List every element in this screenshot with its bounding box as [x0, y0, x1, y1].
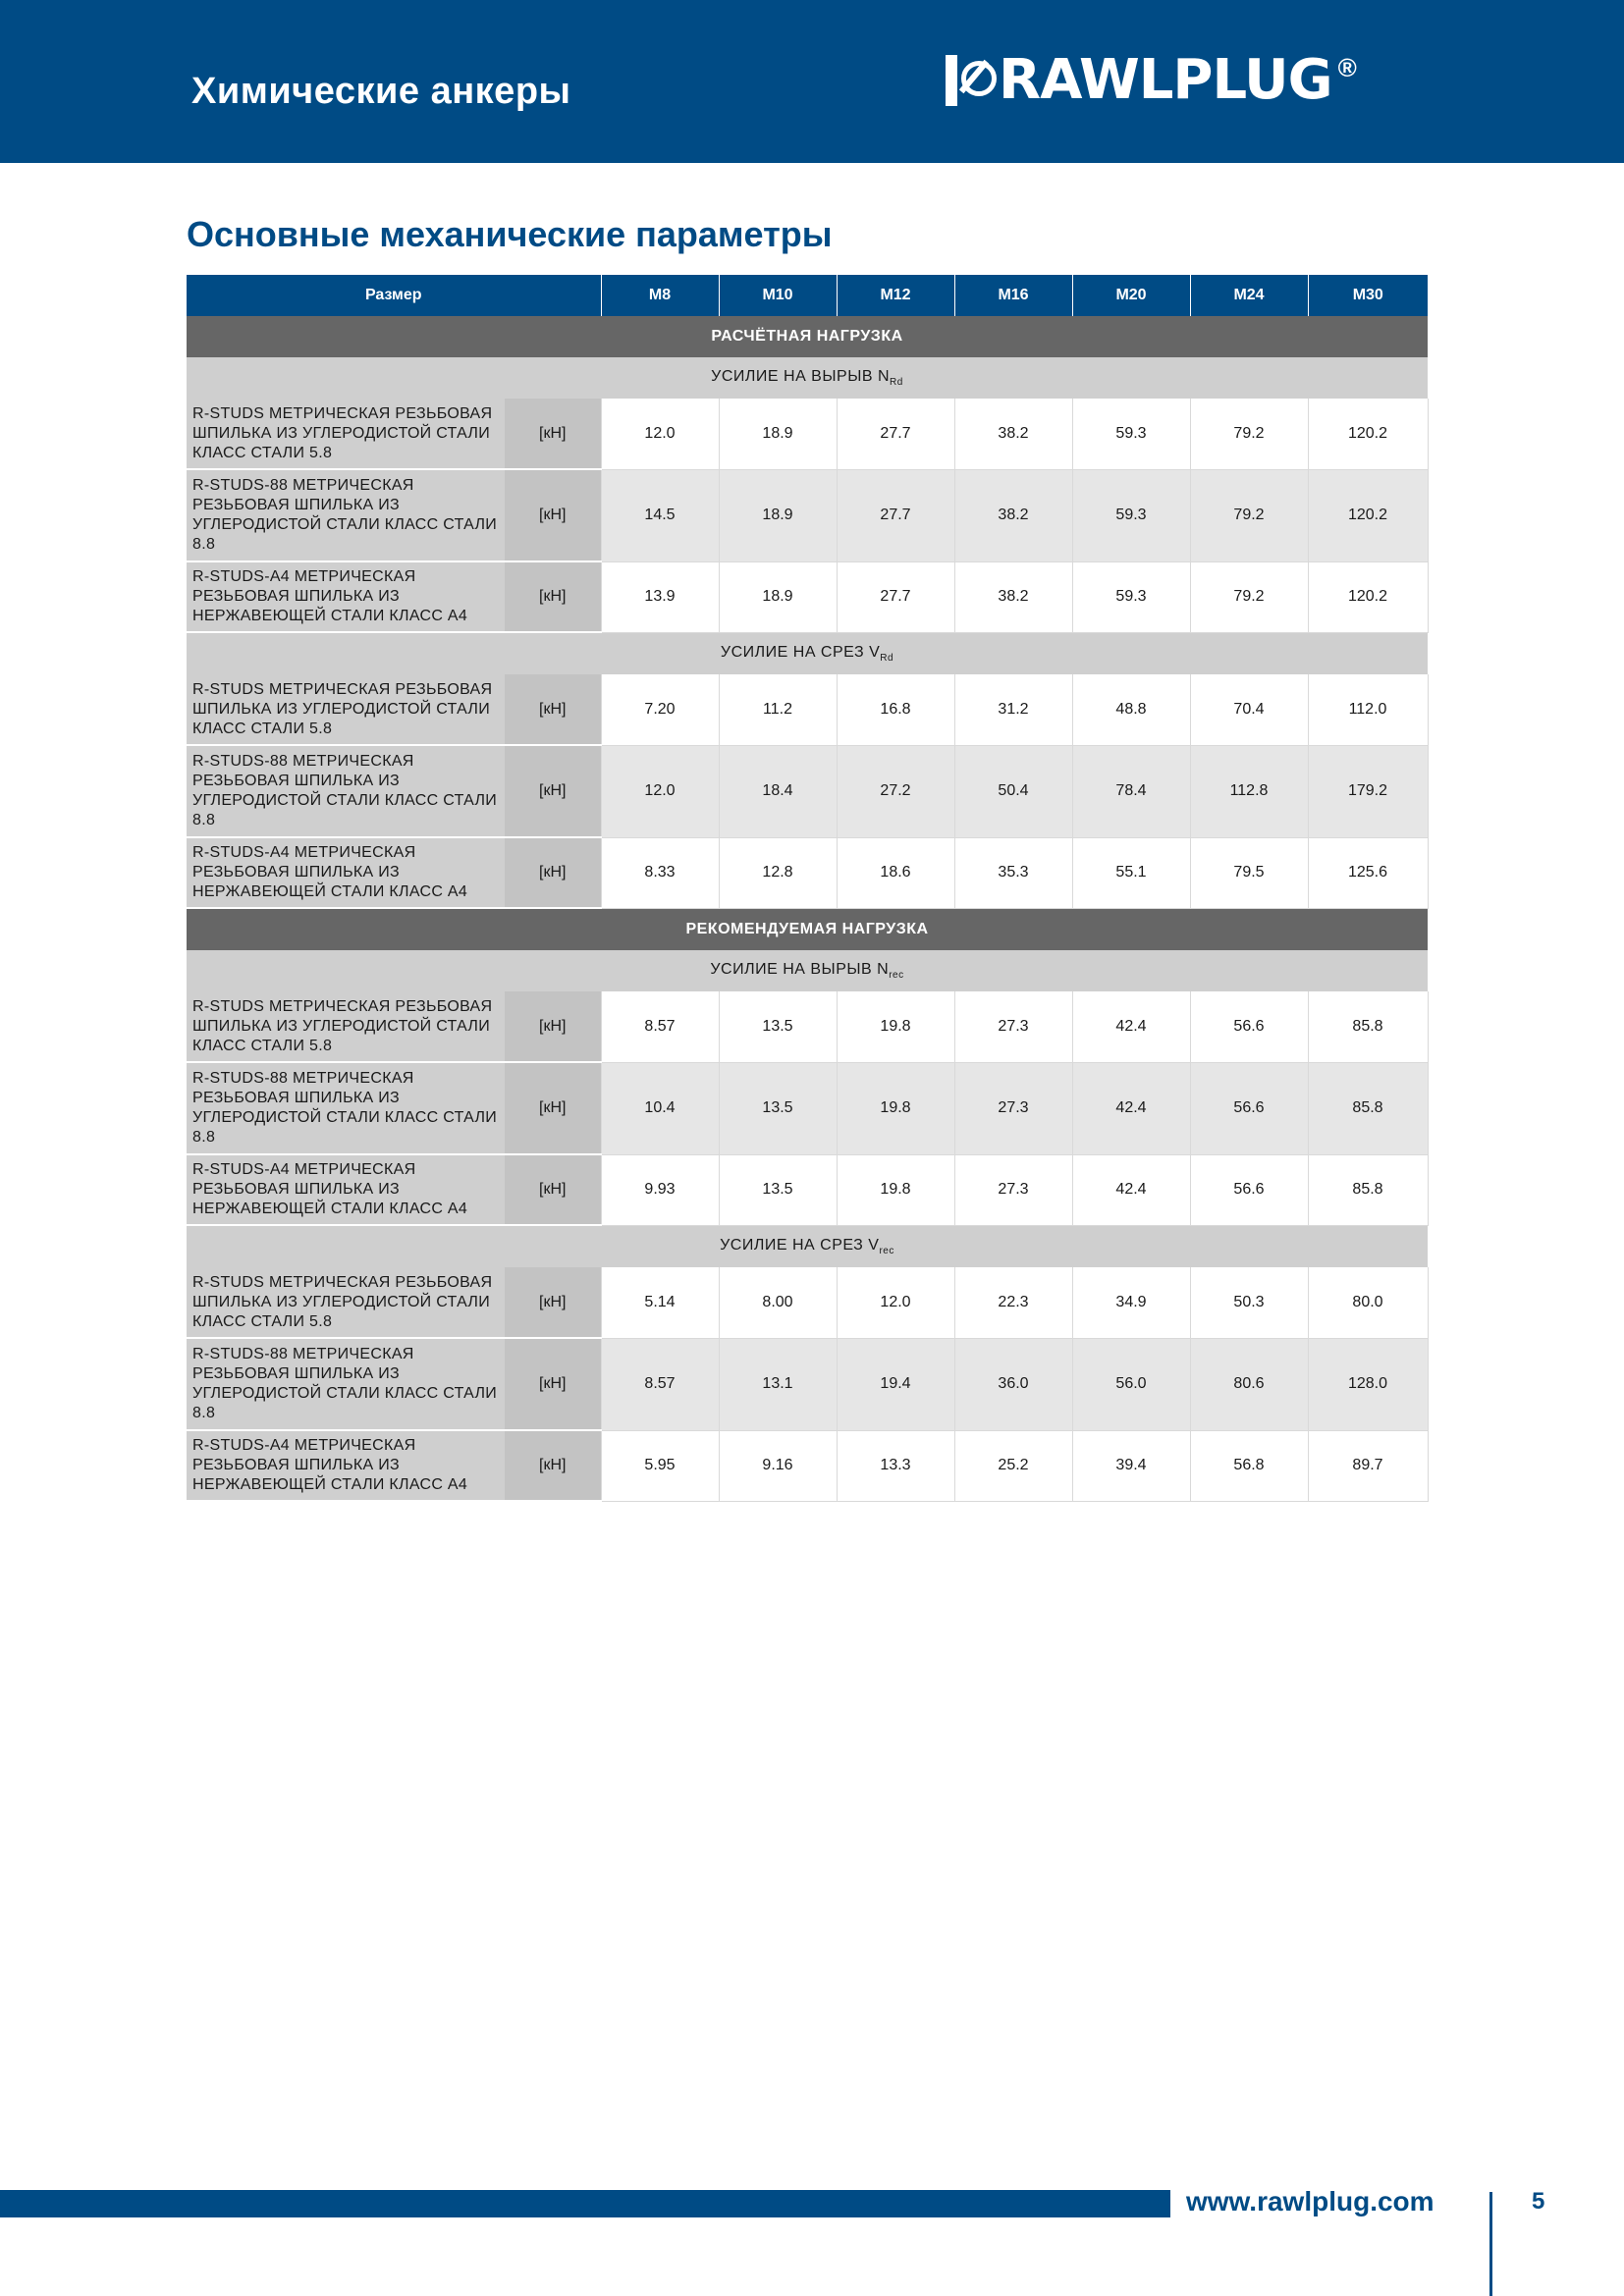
product-label: R-STUDS МЕТРИЧЕСКАЯ РЕЗЬБОВАЯ ШПИЛЬКА ИЗ УГЛЕРОДИСТОЙ СТАЛИ КЛАСС СТАЛИ 5.8 — [187, 674, 505, 745]
mechanical-parameters-table — [187, 275, 1429, 1502]
value-cell: 18.9 — [719, 561, 837, 632]
page-title: Основные механические параметры — [187, 214, 833, 254]
value-cell: 85.8 — [1308, 991, 1428, 1062]
unit-cell: [кН] — [505, 1062, 601, 1154]
value-cell: 5.14 — [601, 1267, 719, 1338]
product-label: R-STUDS МЕТРИЧЕСКАЯ РЕЗЬБОВАЯ ШПИЛЬКА ИЗ УГЛЕРОДИСТОЙ СТАЛИ КЛАСС СТАЛИ 5.8 — [187, 1267, 505, 1338]
value-cell: 27.7 — [837, 469, 954, 561]
footer-separator — [1489, 2192, 1492, 2296]
table-row — [187, 837, 1428, 908]
subsection-title — [187, 1225, 1428, 1267]
value-cell: 27.7 — [837, 561, 954, 632]
value-cell: 13.5 — [719, 991, 837, 1062]
unit-cell: [кН] — [505, 991, 601, 1062]
unit-cell: [кН] — [505, 1430, 601, 1501]
section-header-row — [187, 316, 1428, 357]
unit-cell: [кН] — [505, 561, 601, 632]
subsection-subscript: Rd — [890, 377, 903, 389]
value-cell: 13.3 — [837, 1430, 954, 1501]
value-cell: 50.3 — [1190, 1267, 1308, 1338]
subsection-subscript: rec — [889, 970, 904, 982]
unit-cell: [кН] — [505, 1267, 601, 1338]
subsection-header-row — [187, 950, 1428, 991]
value-cell: 48.8 — [1072, 674, 1190, 745]
table-row — [187, 399, 1428, 469]
value-cell: 12.0 — [837, 1267, 954, 1338]
size-column-header: M20 — [1072, 275, 1190, 316]
value-cell: 38.2 — [954, 469, 1072, 561]
value-cell: 10.4 — [601, 1062, 719, 1154]
size-column-header: M30 — [1308, 275, 1428, 316]
value-cell: 89.7 — [1308, 1430, 1428, 1501]
value-cell: 55.1 — [1072, 837, 1190, 908]
value-cell: 79.2 — [1190, 469, 1308, 561]
value-cell: 42.4 — [1072, 991, 1190, 1062]
subsection-title — [187, 950, 1428, 991]
value-cell: 36.0 — [954, 1338, 1072, 1430]
size-column-header: M12 — [837, 275, 954, 316]
value-cell: 35.3 — [954, 837, 1072, 908]
table-row — [187, 991, 1428, 1062]
product-label: R-STUDS-A4 МЕТРИЧЕСКАЯ РЕЗЬБОВАЯ ШПИЛЬКА ИЗ НЕРЖАВЕЮЩЕЙ СТАЛИ КЛАСС А4 — [187, 561, 505, 632]
header-title: Химические анкеры — [191, 71, 571, 112]
unit-cell: [кН] — [505, 837, 601, 908]
value-cell: 8.57 — [601, 1338, 719, 1430]
value-cell: 42.4 — [1072, 1062, 1190, 1154]
value-cell: 56.6 — [1190, 991, 1308, 1062]
rawlplug-logo — [946, 48, 1357, 112]
value-cell: 13.1 — [719, 1338, 837, 1430]
value-cell: 27.3 — [954, 1154, 1072, 1225]
footer-url[interactable]: www.rawlplug.com — [1186, 2186, 1435, 2216]
value-cell: 27.3 — [954, 991, 1072, 1062]
product-label: R-STUDS МЕТРИЧЕСКАЯ РЕЗЬБОВАЯ ШПИЛЬКА ИЗ УГЛЕРОДИСТОЙ СТАЛИ КЛАСС СТАЛИ 5.8 — [187, 399, 505, 469]
size-column-header: M16 — [954, 275, 1072, 316]
subsection-header-row — [187, 632, 1428, 674]
table-row — [187, 469, 1428, 561]
value-cell: 59.3 — [1072, 399, 1190, 469]
value-cell: 56.8 — [1190, 1430, 1308, 1501]
value-cell: 19.8 — [837, 991, 954, 1062]
value-cell: 80.0 — [1308, 1267, 1428, 1338]
table-row — [187, 1062, 1428, 1154]
value-cell: 12.0 — [601, 745, 719, 837]
product-label: R-STUDS МЕТРИЧЕСКАЯ РЕЗЬБОВАЯ ШПИЛЬКА ИЗ УГЛЕРОДИСТОЙ СТАЛИ КЛАСС СТАЛИ 5.8 — [187, 991, 505, 1062]
value-cell: 19.8 — [837, 1154, 954, 1225]
value-cell: 12.0 — [601, 399, 719, 469]
product-label: R-STUDS-88 МЕТРИЧЕСКАЯ РЕЗЬБОВАЯ ШПИЛЬКА ИЗ УГЛЕРОДИСТОЙ СТАЛИ КЛАСС СТАЛИ 8.8 — [187, 469, 505, 561]
subsection-header-row — [187, 357, 1428, 399]
subsection-header-row — [187, 1225, 1428, 1267]
value-cell: 38.2 — [954, 399, 1072, 469]
product-label: R-STUDS-88 МЕТРИЧЕСКАЯ РЕЗЬБОВАЯ ШПИЛЬКА ИЗ УГЛЕРОДИСТОЙ СТАЛИ КЛАСС СТАЛИ 8.8 — [187, 745, 505, 837]
value-cell: 70.4 — [1190, 674, 1308, 745]
value-cell: 56.6 — [1190, 1062, 1308, 1154]
value-cell: 18.9 — [719, 399, 837, 469]
value-cell: 25.2 — [954, 1430, 1072, 1501]
unit-cell: [кН] — [505, 469, 601, 561]
unit-cell: [кН] — [505, 745, 601, 837]
table-row — [187, 1430, 1428, 1501]
table-row — [187, 1267, 1428, 1338]
value-cell: 9.16 — [719, 1430, 837, 1501]
unit-cell: [кН] — [505, 1338, 601, 1430]
subsection-title — [187, 357, 1428, 399]
value-cell: 22.3 — [954, 1267, 1072, 1338]
value-cell: 80.6 — [1190, 1338, 1308, 1430]
product-label: R-STUDS-88 МЕТРИЧЕСКАЯ РЕЗЬБОВАЯ ШПИЛЬКА ИЗ УГЛЕРОДИСТОЙ СТАЛИ КЛАСС СТАЛИ 8.8 — [187, 1338, 505, 1430]
size-column-header: M8 — [601, 275, 719, 316]
value-cell: 85.8 — [1308, 1062, 1428, 1154]
value-cell: 14.5 — [601, 469, 719, 561]
value-cell: 38.2 — [954, 561, 1072, 632]
value-cell: 5.95 — [601, 1430, 719, 1501]
value-cell: 18.9 — [719, 469, 837, 561]
section-header-row — [187, 908, 1428, 950]
value-cell: 128.0 — [1308, 1338, 1428, 1430]
value-cell: 79.2 — [1190, 399, 1308, 469]
value-cell: 120.2 — [1308, 561, 1428, 632]
value-cell: 7.20 — [601, 674, 719, 745]
rawlplug-logo-icon — [946, 55, 995, 106]
registered-mark: ® — [1337, 53, 1357, 82]
subsection-subscript: rec — [879, 1246, 894, 1257]
value-cell: 27.2 — [837, 745, 954, 837]
subsection-subscript: Rd — [880, 653, 894, 665]
unit-cell: [кН] — [505, 1154, 601, 1225]
value-cell: 19.4 — [837, 1338, 954, 1430]
subsection-title-text: УСИЛИЕ НА СРЕЗ V — [720, 643, 881, 661]
table-header-row — [187, 275, 1428, 316]
value-cell: 13.5 — [719, 1062, 837, 1154]
product-label: R-STUDS-A4 МЕТРИЧЕСКАЯ РЕЗЬБОВАЯ ШПИЛЬКА ИЗ НЕРЖАВЕЮЩЕЙ СТАЛИ КЛАСС А4 — [187, 837, 505, 908]
subsection-title-text: УСИЛИЕ НА ВЫРЫВ N — [710, 960, 890, 978]
value-cell: 8.00 — [719, 1267, 837, 1338]
value-cell: 12.8 — [719, 837, 837, 908]
value-cell: 27.7 — [837, 399, 954, 469]
section-title: РЕКОМЕНДУЕМАЯ НАГРУЗКА — [187, 908, 1428, 950]
value-cell: 120.2 — [1308, 469, 1428, 561]
value-cell: 16.8 — [837, 674, 954, 745]
section-title: РАСЧЁТНАЯ НАГРУЗКА — [187, 316, 1428, 357]
table-row — [187, 674, 1428, 745]
subsection-title-text: УСИЛИЕ НА СРЕЗ V — [720, 1236, 880, 1254]
table-row — [187, 745, 1428, 837]
value-cell: 27.3 — [954, 1062, 1072, 1154]
value-cell: 125.6 — [1308, 837, 1428, 908]
value-cell: 13.5 — [719, 1154, 837, 1225]
value-cell: 59.3 — [1072, 469, 1190, 561]
value-cell: 39.4 — [1072, 1430, 1190, 1501]
value-cell: 18.4 — [719, 745, 837, 837]
value-cell: 85.8 — [1308, 1154, 1428, 1225]
value-cell: 8.57 — [601, 991, 719, 1062]
logo-text: RAWLPLUG — [999, 48, 1332, 112]
value-cell: 120.2 — [1308, 399, 1428, 469]
value-cell: 79.5 — [1190, 837, 1308, 908]
value-cell: 19.8 — [837, 1062, 954, 1154]
subsection-title — [187, 632, 1428, 674]
size-header: Размер — [187, 275, 601, 316]
product-label: R-STUDS-A4 МЕТРИЧЕСКАЯ РЕЗЬБОВАЯ ШПИЛЬКА ИЗ НЕРЖАВЕЮЩЕЙ СТАЛИ КЛАСС А4 — [187, 1430, 505, 1501]
value-cell: 79.2 — [1190, 561, 1308, 632]
value-cell: 179.2 — [1308, 745, 1428, 837]
value-cell: 50.4 — [954, 745, 1072, 837]
value-cell: 18.6 — [837, 837, 954, 908]
size-column-header: M10 — [719, 275, 837, 316]
value-cell: 13.9 — [601, 561, 719, 632]
value-cell: 42.4 — [1072, 1154, 1190, 1225]
value-cell: 11.2 — [719, 674, 837, 745]
table-row — [187, 1154, 1428, 1225]
table-row — [187, 561, 1428, 632]
product-label: R-STUDS-88 МЕТРИЧЕСКАЯ РЕЗЬБОВАЯ ШПИЛЬКА ИЗ УГЛЕРОДИСТОЙ СТАЛИ КЛАСС СТАЛИ 8.8 — [187, 1062, 505, 1154]
footer-bar — [0, 2190, 1170, 2217]
table-row — [187, 1338, 1428, 1430]
value-cell: 56.6 — [1190, 1154, 1308, 1225]
unit-cell: [кН] — [505, 399, 601, 469]
value-cell: 59.3 — [1072, 561, 1190, 632]
value-cell: 31.2 — [954, 674, 1072, 745]
page-number: 5 — [1532, 2188, 1545, 2215]
value-cell: 34.9 — [1072, 1267, 1190, 1338]
product-label: R-STUDS-A4 МЕТРИЧЕСКАЯ РЕЗЬБОВАЯ ШПИЛЬКА ИЗ НЕРЖАВЕЮЩЕЙ СТАЛИ КЛАСС А4 — [187, 1154, 505, 1225]
value-cell: 8.33 — [601, 837, 719, 908]
value-cell: 112.8 — [1190, 745, 1308, 837]
unit-cell: [кН] — [505, 674, 601, 745]
page-header — [0, 0, 1624, 163]
value-cell: 56.0 — [1072, 1338, 1190, 1430]
size-column-header: M24 — [1190, 275, 1308, 316]
value-cell: 78.4 — [1072, 745, 1190, 837]
value-cell: 9.93 — [601, 1154, 719, 1225]
subsection-title-text: УСИЛИЕ НА ВЫРЫВ N — [711, 367, 891, 385]
value-cell: 112.0 — [1308, 674, 1428, 745]
